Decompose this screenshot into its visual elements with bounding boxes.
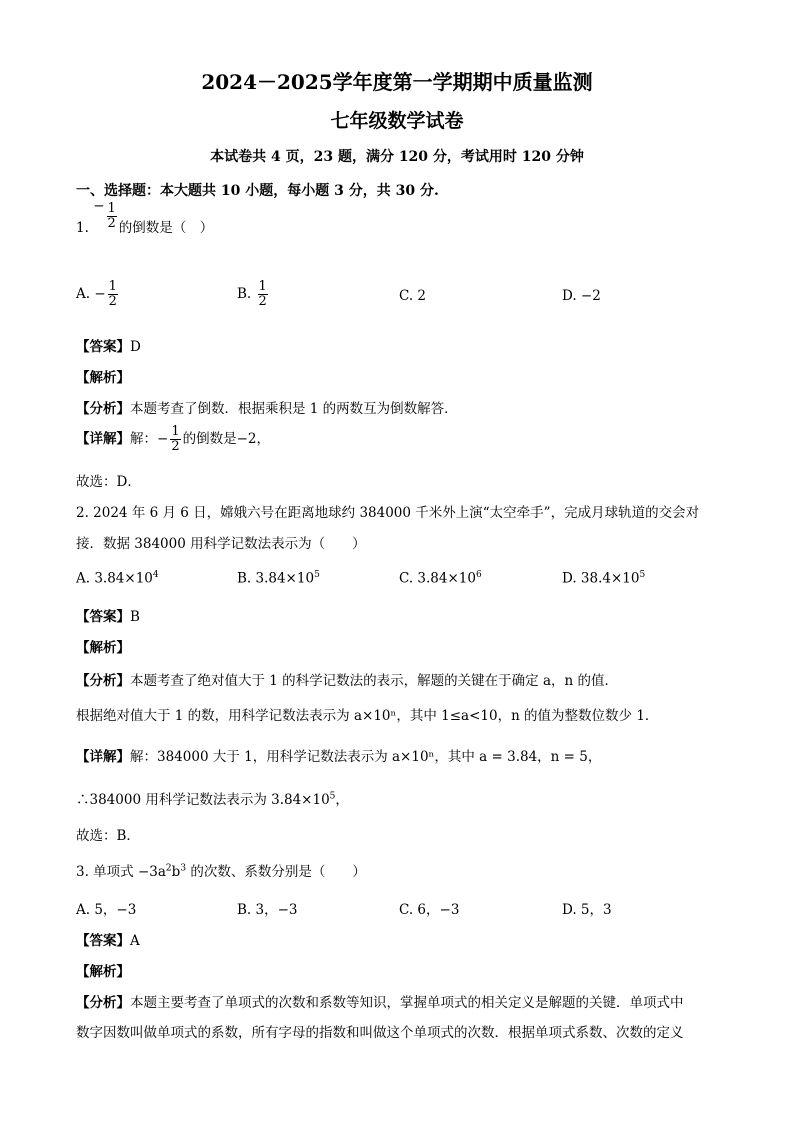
option-c: C. 6，−3 [399,902,460,918]
option-d: D. $38.4\times 10^5$ [562,570,646,587]
analysis: 【分析】本题主要考查了单项式的次数和系数等知识，掌握单项式的相关定义是解题的关键．单项式中 [76,995,684,1011]
solution: 【详解】解：− $\frac{1}{2}$ 的倒数是−2， [76,424,270,454]
option-b: B. 3，−3 [237,902,298,918]
analysis: 【分析】本题考查了倒数．根据乘积是 1 的两数互为倒数解答． [76,401,458,417]
fraction: $\frac{1}{2}$ [108,279,117,309]
question-3: 3. 单项式 $-3a^2b^3$ 的次数、系数分别是（ ） [76,863,366,880]
answer: 【答案】D [76,339,141,355]
exam-subtitle: 七年级数学试卷 [330,110,464,132]
option-b: B. $\frac{1}{2}$ [237,279,267,309]
therefore: ∴384000 用科学记数法表示为 $3.84\times 10^5$， [76,791,349,808]
answer: 【答案】B [76,609,140,625]
analysis-tag: 【解析】 [76,964,130,980]
option-a: A. 5，−3 [76,902,137,918]
question-text: 的倒数是（ ） [118,220,214,236]
option-c: C. $3.84\times 10^6$ [399,570,482,587]
question-number: 1. [76,220,89,236]
option-c: C. 2 [399,288,427,304]
option-d: D. −2 [562,288,601,304]
analysis-tag: 【解析】 [76,370,130,386]
answer: 【答案】A [76,933,140,949]
option-a: A. − $\frac{1}{2}$ [76,279,117,309]
rule: 根据绝对值大于 1 的数，用科学记数法表示为 a×10ⁿ，其中 1≤a<10，n 的值为整数位数少 1． [76,708,659,724]
fraction: $\frac{1}{2}$ [107,201,116,231]
fraction: $\frac{1}{2}$ [258,279,267,309]
analysis-continued: 数字因数叫做单项式的系数，所有字母的指数和叫做这个单项式的次数．根据单项式系数、次数的定义 [76,1025,684,1041]
analysis: 【分析】本题考查了绝对值大于 1 的科学记数法的表示，解题的关键在于确定 a，n 的值． [76,673,618,689]
option-d: D. 5，3 [562,902,612,918]
question-1 [76,198,214,243]
conclusion: 故选：B． [76,828,140,844]
exam-title: 2024－2025学年度第一学期期中质量监测 [201,70,593,94]
question-2-line-1: 2. 2024 年 6 月 6 日，嫦娥六号在距离地球约 384000 千米外上演“太空牵手”，完成月球轨道的交会对 [76,505,700,521]
option-a: A. $3.84\times 10^4$ [76,570,159,587]
section-heading: 一、选择题：本大题共 10 小题，每小题 3 分，共 30 分. [76,183,439,199]
exam-info: 本试卷共 4 页，23 题，满分 120 分，考试用时 120 分钟 [210,149,584,165]
solution: 【详解】解：384000 大于 1，用科学记数法表示为 a×10ⁿ，其中 a = 3.84，n = 5， [76,749,602,765]
minus-sign: − [93,198,105,214]
fraction: $\frac{1}{2}$ [171,424,180,454]
conclusion: 故选：D． [76,474,141,490]
option-b: B. $3.84\times 10^5$ [237,570,320,587]
analysis-tag: 【解析】 [76,640,130,656]
question-2-line-2: 接．数据 384000 用科学记数法表示为（ ） [76,536,366,552]
